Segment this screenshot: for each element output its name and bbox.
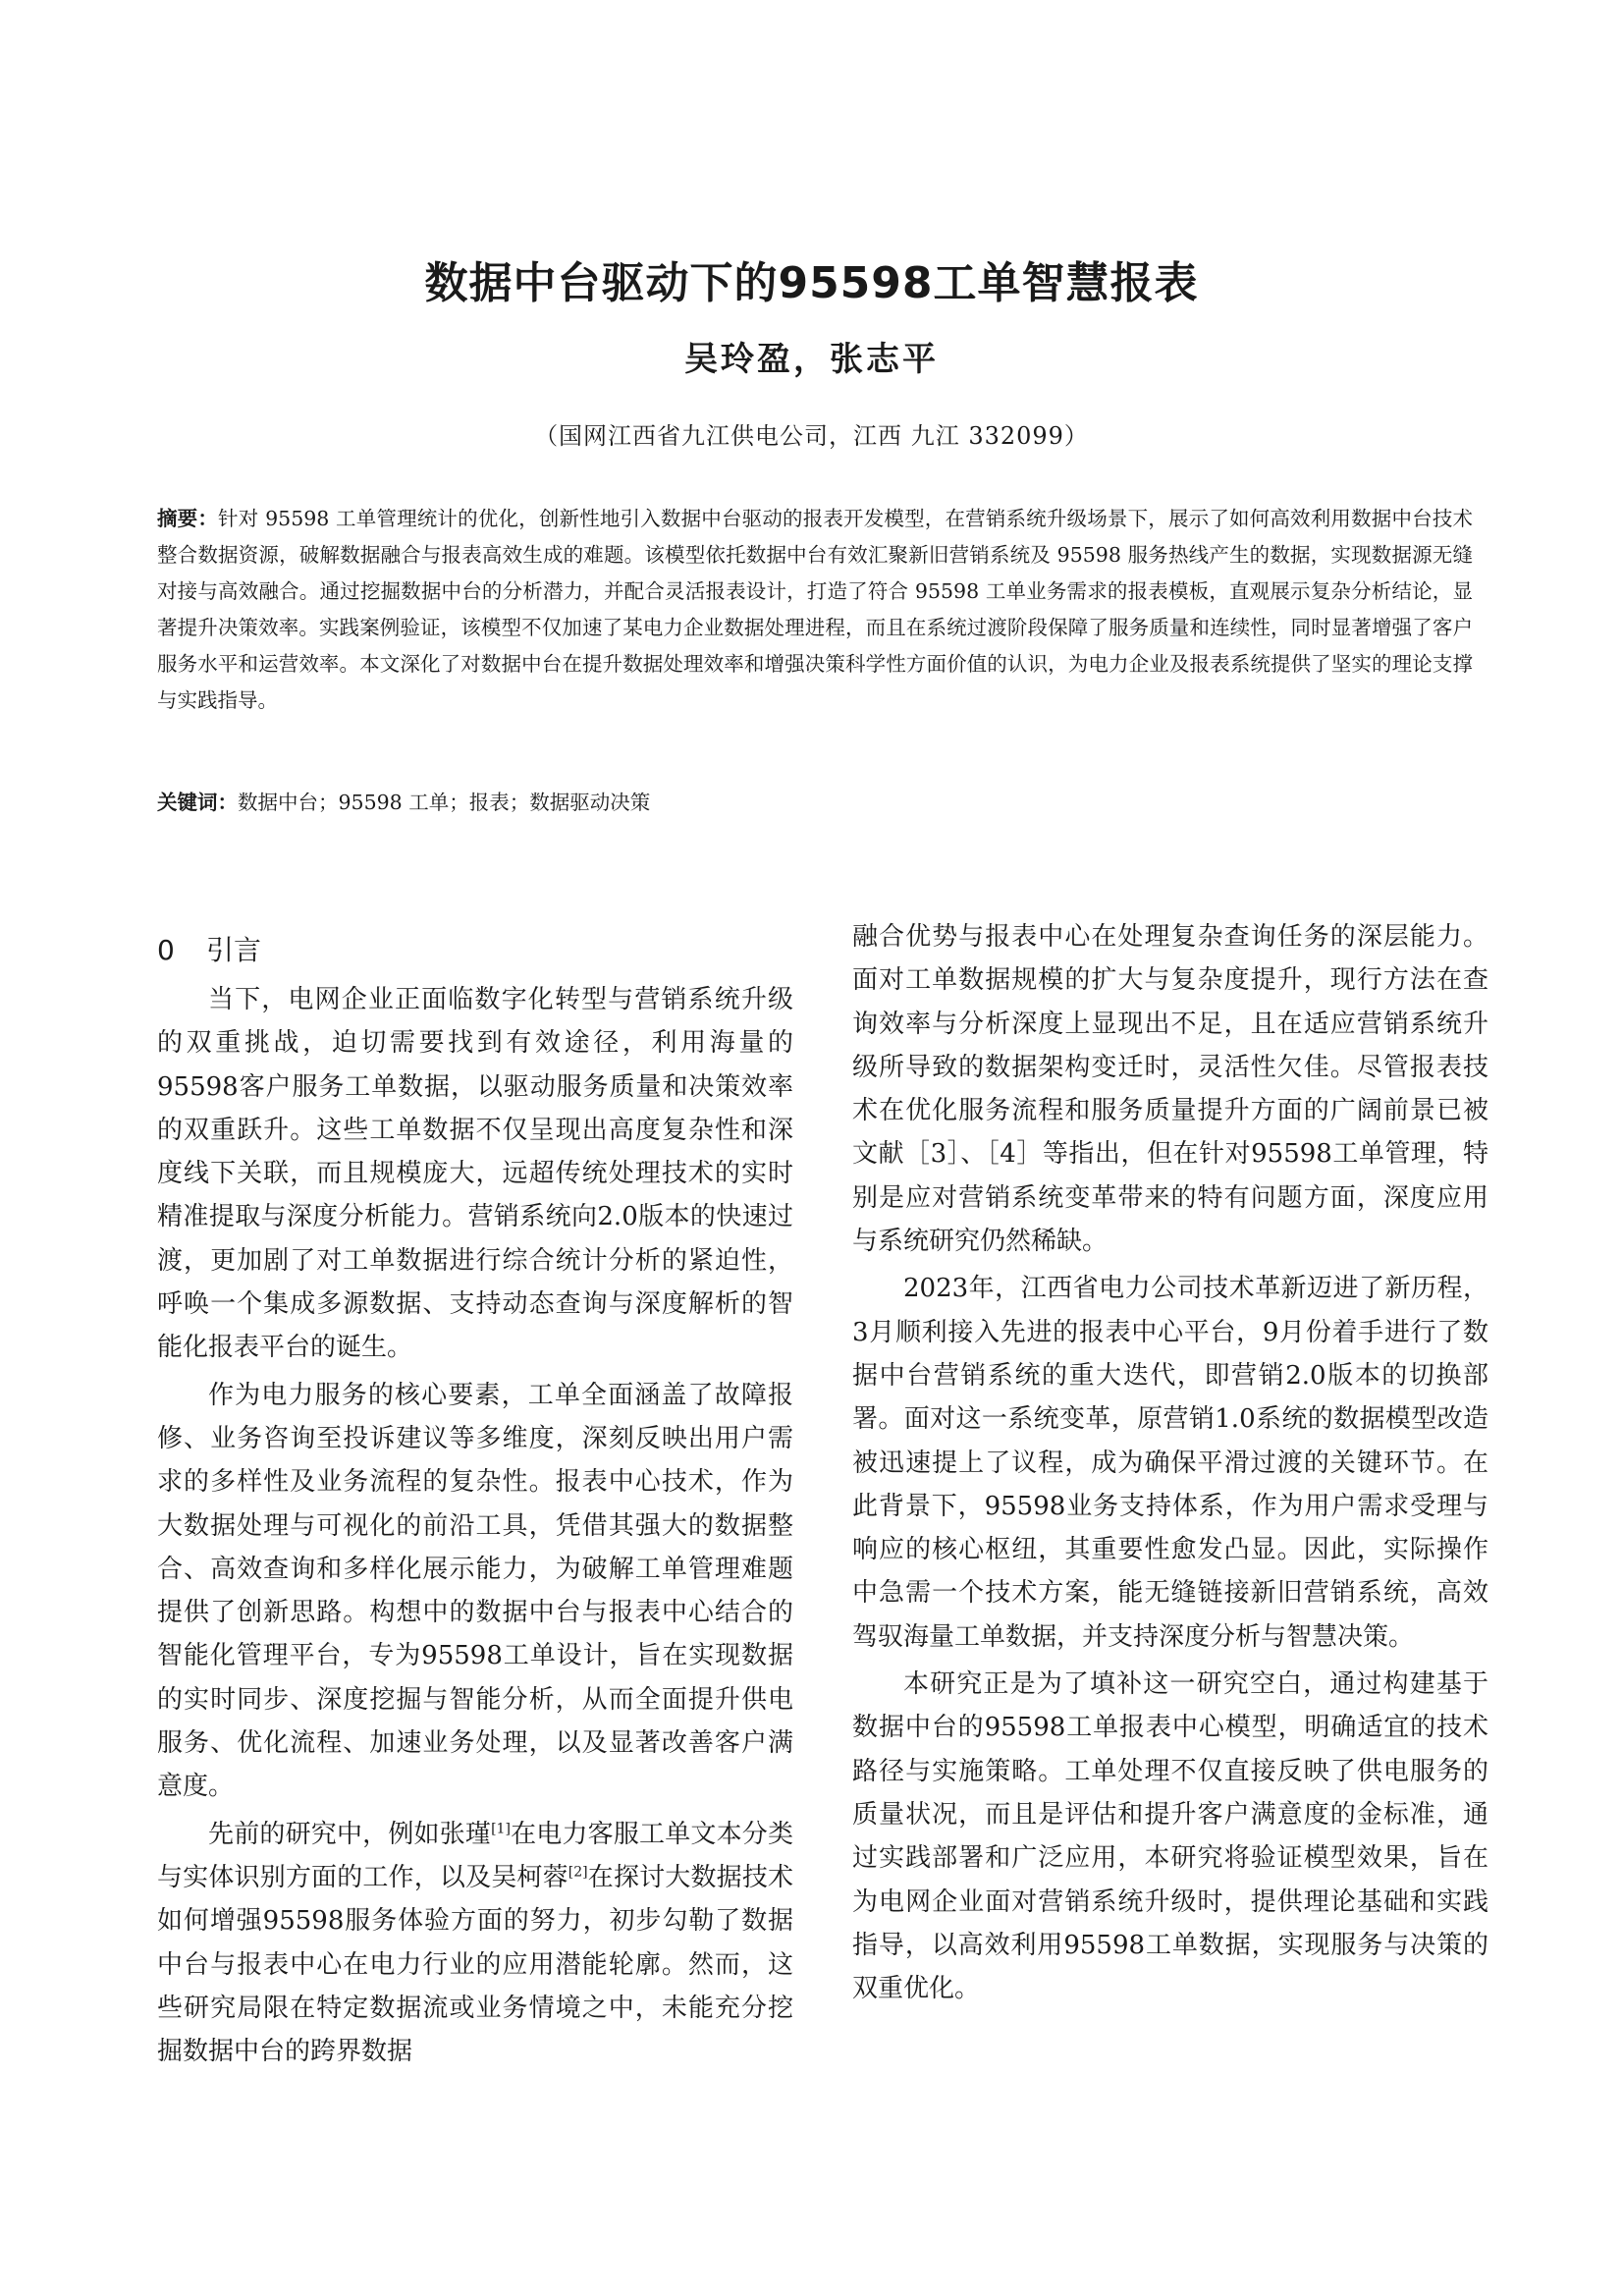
paragraph-text: 在探讨大数据技术如何增强95598服务体验方面的努力，初步勾勒了数据中台与报表中心在电力行业的应用潜能轮廓。然而，这些研究局限在特定数据流或业务情境之中，未能充分挖掘数据中台的跨界数据 (157, 1862, 793, 2067)
citation-ref: [1] (491, 1820, 511, 1836)
paragraph-text: 在电力客服工单文本分类与实体识别方面的工作，以及吴柯蓉 (157, 1819, 793, 1892)
author-affiliation: （国网江西省九江供电公司，江西 九江 332099） (534, 422, 1089, 450)
paragraph: 作为电力服务的核心要素，工单全面涵盖了故障报修、业务咨询至投诉建议等多维度，深刻反映出用户需求的多样性及业务流程的复杂性。报表中心技术，作为大数据处理与可视化的前沿工具，凭借其强大的数据整合、高效查询和多样化展示能力，为破解工单管理难题提供了创新思路。构想中的数据中台与报表中心结合的智能化管理平台，专为95598工单设计，旨在实现数据的实时同步、深度挖掘与智能分析，从而全面提升供电服务、优化流程、加速业务处理，以及显著改善客户满意度。 (157, 1380, 793, 1802)
keywords-text: 数据中台；95598 工单；报表；数据驱动决策 (238, 791, 651, 814)
paragraph: 2023年，江西省电力公司技术革新迈进了新历程，3月顺利接入先进的报表中心平台，9月份着手进行了数据中台营销系统的重大迭代，即营销2.0版本的切换部署。面对这一系统变革，原营销1.0系统的数据模型改造被迅速提上了议程，成为确保平滑过渡的关键环节。在此背景下，95598业务支持体系，作为用户需求受理与响应的核心枢纽，其重要性愈发凸显。因此，实际操作中急需一个技术方案，能无缝链接新旧营销系统，高效驾驭海量工单数据，并支持深度分析与智慧决策。 (852, 1274, 1488, 1652)
paragraph: 本研究正是为了填补这一研究空白，通过构建基于数据中台的95598工单报表中心模型，明确适宜的技术路径与实施策略。工单处理不仅直接反映了供电服务的质量状况，而且是评估和提升客户满意度的金标准，通过实践部署和广泛应用，本研究将验证模型效果，旨在为电网企业面对营销系统升级时，提供理论基础和实践指导，以高效利用95598工单数据，实现服务与决策的双重优化。 (852, 1669, 1488, 2004)
keywords-label: 关键词： (157, 791, 238, 814)
section-number: 0 (157, 934, 175, 966)
paragraph: 融合优势与报表中心在处理复杂查询任务的深层能力。面对工单数据规模的扩大与复杂度提升，现行方法在查询效率与分析深度上显现出不足，且在适应营销系统升级所导致的数据架构变迁时，灵活性欠佳。尽管报表技术在优化服务流程和服务质量提升方面的广阔前景已被文献［3］、［4］等指出，但在针对95598工单管理，特别是应对营销系统变革带来的特有问题方面，深度应用与系统研究仍然稀缺。 (852, 922, 1488, 1257)
paper-title: 数据中台驱动下的95598工单智慧报表 (424, 258, 1199, 308)
right-column (852, 915, 1488, 2014)
paragraph (157, 1813, 793, 2074)
paper-authors: 吴玲盈，张志平 (684, 340, 939, 379)
abstract (157, 501, 1473, 719)
paragraph-text: 先前的研究中，例如张瑾 (208, 1819, 492, 1849)
keywords (157, 786, 1473, 815)
paragraph: 当下，电网企业正面临数字化转型与营销系统升级的双重挑战，迫切需要找到有效途径，利用海量的95598客户服务工单数据，以驱动服务质量和决策效率的双重跃升。这些工单数据不仅呈现出高度复杂性和深度线下关联，而且规模庞大，远超传统处理技术的实时精准提取与深度分析能力。营销系统向2.0版本的快速过渡，更加剧了对工单数据进行综合统计分析的紧迫性，呼唤一个集成多源数据、支持动态查询与深度解析的智能化报表平台的诞生。 (157, 985, 793, 1363)
abstract-label: 摘要： (157, 507, 219, 530)
citation-ref: [2] (568, 1864, 588, 1881)
left-column (157, 915, 793, 2077)
section-title: 引言 (206, 934, 262, 966)
abstract-text: 针对 95598 工单管理统计的优化，创新性地引入数据中台驱动的报表开发模型，在营销系统升级场景下，展示了如何高效利用数据中台技术整合数据资源，破解数据融合与报表高效生成的难题。该模型依托数据中台有效汇聚新旧营销系统及 95598 服务热线产生的数据，实现数据源无缝对接与高效融合。通过挖掘数据中台的分析潜力，并配合灵活报表设计，打造了符合 95598 工单业务需求的报表模板，直观展示复杂分析结论，显著提升决策效率。实践案例验证，该模型不仅加速了某电力企业数据处理进程，而且在系统过渡阶段保障了服务质量和连续性，同时显著增强了客户服务水平和运营效率。本文深化了对数据中台在提升数据处理效率和增强决策科学性方面价值的认识，为电力企业及报表系统提供了坚实的理论支撑与实践指导。 (157, 507, 1473, 712)
section-heading (157, 929, 793, 972)
